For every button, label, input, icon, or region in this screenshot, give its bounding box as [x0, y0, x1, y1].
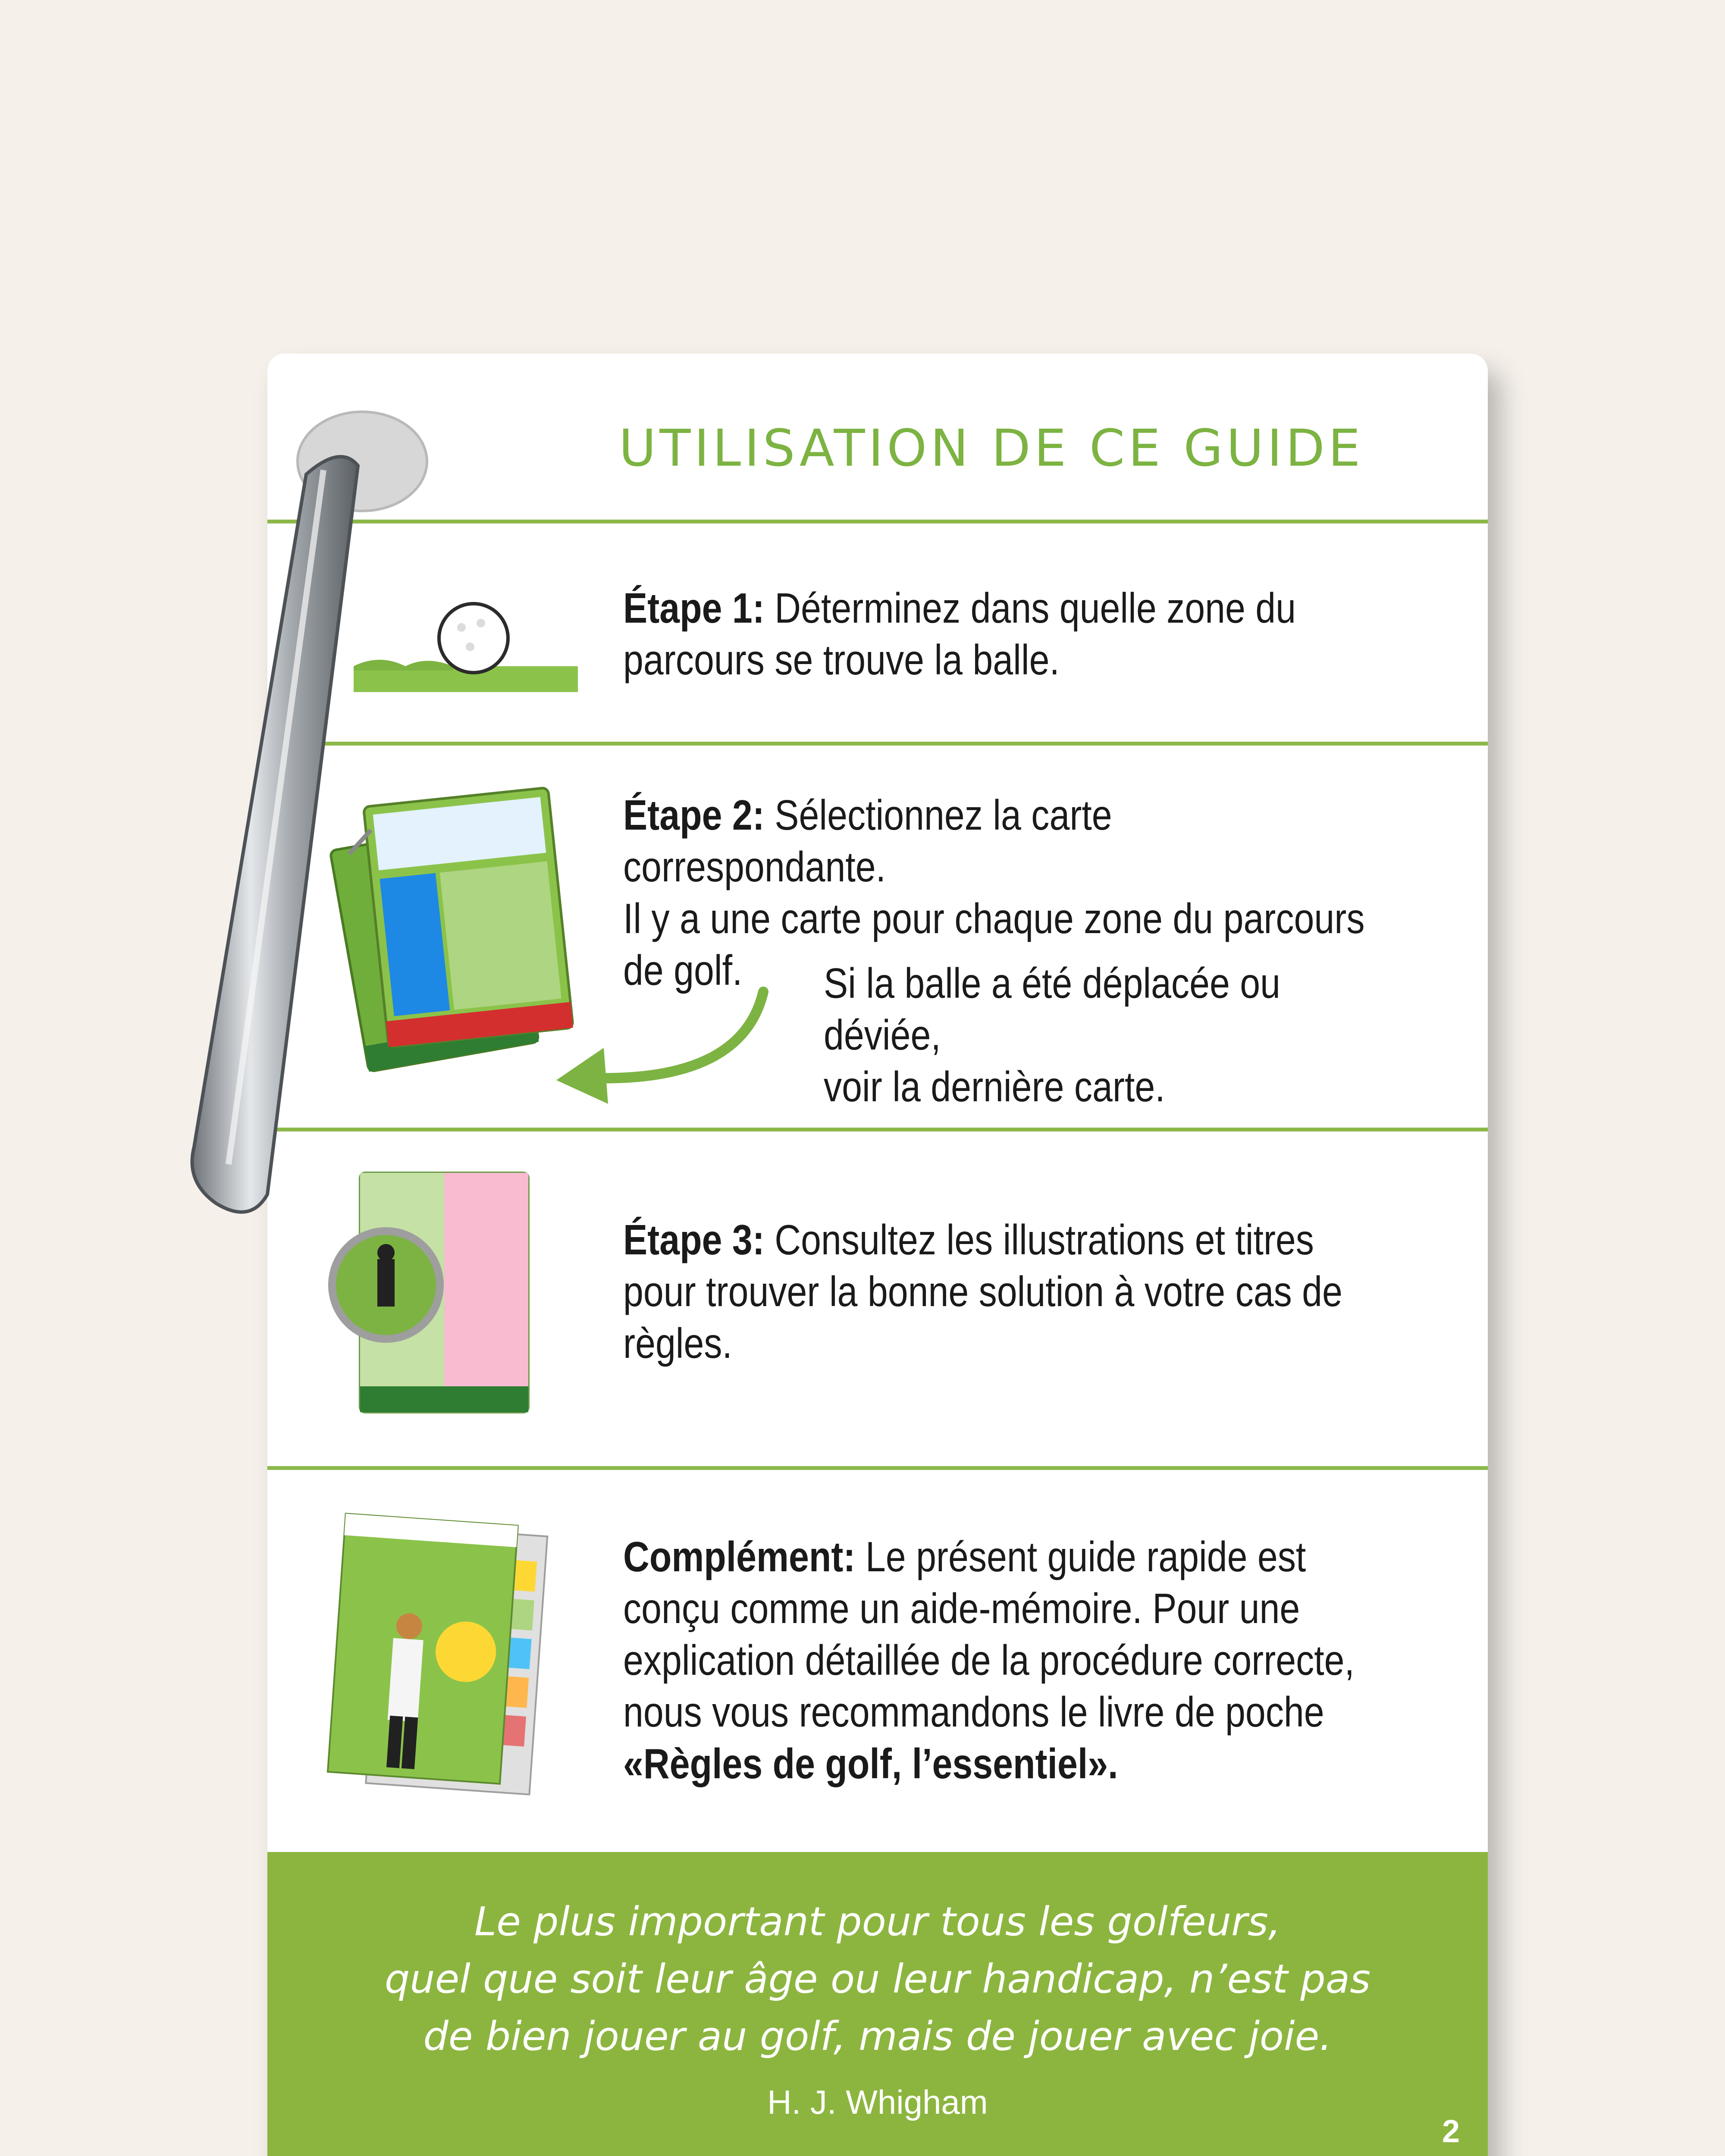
- curved-arrow-icon: [539, 983, 781, 1108]
- metal-ring-icon: [164, 405, 474, 1250]
- book-icon: [302, 1503, 561, 1800]
- step-text: Sélectionnez la carte correspondante.: [623, 791, 1112, 890]
- step-1: [623, 582, 1296, 686]
- note-text: Si la balle a été déplacée ou déviée,: [824, 959, 1280, 1059]
- step-label: Étape 2:: [623, 791, 765, 839]
- step-label: Étape 3:: [623, 1216, 765, 1263]
- moved-ball-note: [824, 957, 1395, 1112]
- page-title: UTILISATION DE CE GUIDE: [619, 418, 1364, 478]
- step-complement: [623, 1531, 1355, 1789]
- step-text: Il y a une carte pour chaque zone du parcours: [623, 895, 1365, 942]
- step-text: de golf.: [623, 946, 743, 994]
- step-text: règles.: [623, 1319, 732, 1367]
- step-text: Consultez les illustrations et titres: [775, 1216, 1314, 1263]
- book-title: «Règles de golf, l’essentiel».: [623, 1740, 1118, 1787]
- quote-line: quel que soit leur âge ou leur handicap, n’est pas: [384, 1956, 1371, 2002]
- step-3: [623, 1214, 1342, 1369]
- quote-line: Le plus important pour tous les golfeurs,: [474, 1899, 1281, 1945]
- step-text: pour trouver la bonne solution à votre cas de: [623, 1268, 1342, 1315]
- step-text: parcours se trouve la balle.: [623, 636, 1060, 683]
- divider: [267, 1466, 1488, 1470]
- quote-line: de bien jouer au golf, mais de jouer avec joie.: [423, 2013, 1332, 2059]
- step-text: Le présent guide rapide est: [865, 1533, 1306, 1580]
- step-label: Complément:: [623, 1533, 856, 1580]
- step-text: nous vous recommandons le livre de poche: [623, 1688, 1324, 1736]
- quote: [267, 1893, 1488, 2065]
- step-text: conçu comme un aide-mémoire. Pour une: [623, 1585, 1300, 1632]
- note-text: voir la dernière carte.: [824, 1063, 1165, 1110]
- quote-footer: [267, 1852, 1488, 2156]
- step-text: Déterminez dans quelle zone du: [775, 584, 1296, 632]
- quote-author: H. J. Whigham: [767, 2083, 988, 2121]
- step-label: Étape 1:: [623, 584, 765, 632]
- page-number: 2: [1442, 2113, 1460, 2149]
- step-text: explication détaillée de la procédure correcte,: [623, 1636, 1355, 1684]
